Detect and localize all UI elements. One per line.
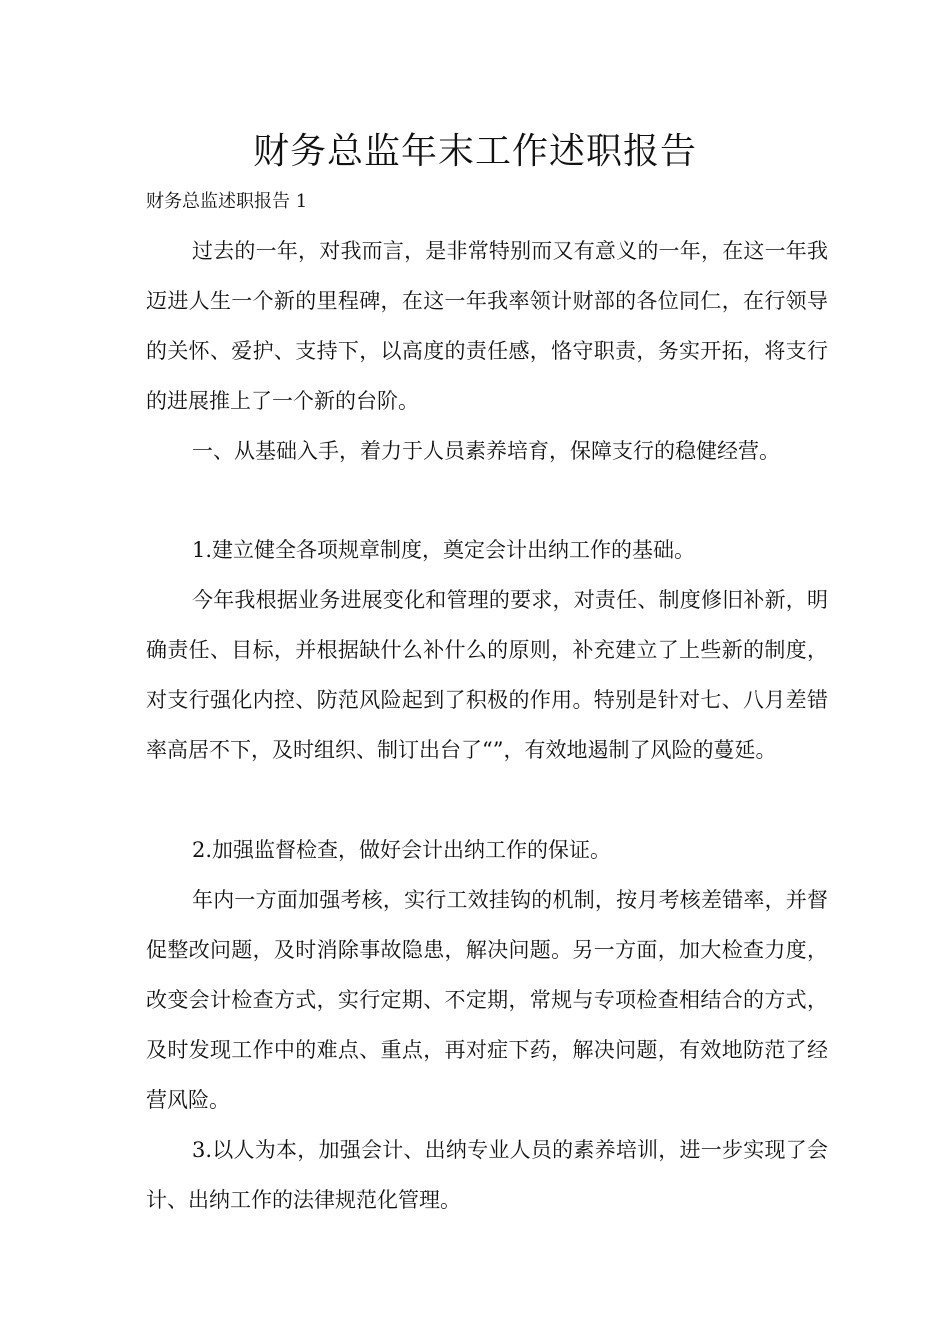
- section-heading-1: 一、从基础入手，着力于人员素养培育，保障支行的稳健经营。: [192, 439, 780, 463]
- subheading-1: 1.建立健全各项规章制度，奠定会计出纳工作的基础。: [192, 538, 696, 562]
- paragraph-intro: 过去的一年，对我而言，是非常特别而又有意义的一年，在这一年我迈进人生一个新的里程碑，在这一年我率领计财部的各位同仁，在行领导的关怀、爱护、支持下，以高度的责任感，恪守职责，务实开拓，将支行的进展推上了一个新的台阶。: [146, 239, 828, 413]
- document-subtitle: 财务总监述职报告 1: [146, 191, 308, 212]
- paragraph-rules: 今年我根据业务进展变化和管理的要求，对责任、制度修旧补新，明确责任、目标，并根据缺什么补什么的原则，补充建立了上些新的制度，对支行强化内控、防范风险起到了积极的作用。特别是针对七、八月差错率高居不下，及时组织、制订出台了“”，有效地遏制了风险的蔓延。: [146, 588, 828, 762]
- subheading-2: 2.加强监督检查，做好会计出纳工作的保证。: [192, 838, 612, 862]
- subheading-3: 3.以人为本，加强会计、出纳专业人员的素养培训，进一步实现了会计、出纳工作的法律规范化管理。: [146, 1138, 828, 1212]
- document-title: 财务总监年末工作述职报告: [252, 131, 697, 172]
- paragraph-supervision: 年内一方面加强考核，实行工效挂钩的机制，按月考核差错率，并督促整改问题，及时消除事故隐患，解决问题。另一方面，加大检查力度，改变会计检查方式，实行定期、不定期，常规与专项检查相结合的方式，及时发现工作中的难点、重点，再对症下药，解决问题，有效地防范了经营风险。: [146, 888, 828, 1112]
